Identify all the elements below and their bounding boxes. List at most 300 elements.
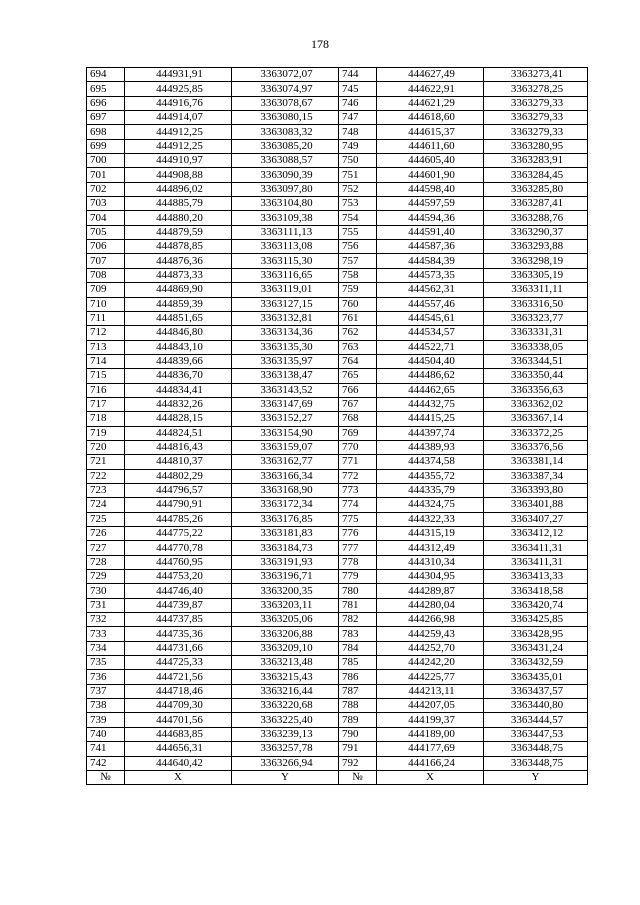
x-coordinate-right: 444597,59 — [377, 197, 484, 211]
x-coordinate-right: 444310,34 — [377, 555, 484, 569]
y-coordinate-left: 3363239,13 — [232, 727, 339, 741]
point-number-left: 735 — [87, 656, 125, 670]
y-coordinate-left: 3363135,97 — [232, 354, 339, 368]
point-number-right: 758 — [339, 268, 377, 282]
table-row — [87, 498, 588, 512]
y-coordinate-left: 3363143,52 — [232, 383, 339, 397]
point-number-left: 736 — [87, 670, 125, 684]
y-coordinate-right: 3363411,31 — [484, 541, 588, 555]
point-number-left: 737 — [87, 684, 125, 698]
x-coordinate-right: 444618,60 — [377, 111, 484, 125]
x-coordinate-left: 444896,02 — [125, 182, 232, 196]
y-coordinate-left: 3363159,07 — [232, 440, 339, 454]
table-row — [87, 211, 588, 225]
table-row — [87, 656, 588, 670]
point-number-right: 747 — [339, 111, 377, 125]
table-row — [87, 426, 588, 440]
y-coordinate-left: 3363080,15 — [232, 111, 339, 125]
y-coordinate-left: 3363203,11 — [232, 598, 339, 612]
point-number-left: 732 — [87, 613, 125, 627]
y-coordinate-left: 3363200,35 — [232, 584, 339, 598]
x-coordinate-right: 444627,49 — [377, 68, 484, 82]
table-row — [87, 713, 588, 727]
y-coordinate-left: 3363113,08 — [232, 240, 339, 254]
y-coordinate-right: 3363284,45 — [484, 168, 588, 182]
point-number-right: 789 — [339, 713, 377, 727]
point-number-right: 782 — [339, 613, 377, 627]
y-coordinate-right: 3363448,75 — [484, 742, 588, 756]
x-coordinate-left: 444836,70 — [125, 369, 232, 383]
y-coordinate-left: 3363147,69 — [232, 397, 339, 411]
x-coordinate-right: 444213,11 — [377, 684, 484, 698]
x-coordinate-left: 444878,85 — [125, 240, 232, 254]
x-coordinate-right: 444324,75 — [377, 498, 484, 512]
point-number-left: 697 — [87, 111, 125, 125]
y-coordinate-left: 3363152,27 — [232, 412, 339, 426]
x-coordinate-right: 444189,00 — [377, 727, 484, 741]
y-coordinate-right: 3363278,25 — [484, 82, 588, 96]
header-y-left: Y — [232, 770, 339, 784]
x-coordinate-left: 444859,39 — [125, 297, 232, 311]
x-coordinate-right: 444587,36 — [377, 240, 484, 254]
y-coordinate-left: 3363109,38 — [232, 211, 339, 225]
y-coordinate-left: 3363083,32 — [232, 125, 339, 139]
y-coordinate-right: 3363387,34 — [484, 469, 588, 483]
x-coordinate-right: 444252,70 — [377, 641, 484, 655]
y-coordinate-left: 3363168,90 — [232, 483, 339, 497]
point-number-left: 721 — [87, 455, 125, 469]
point-number-right: 768 — [339, 412, 377, 426]
y-coordinate-left: 3363134,36 — [232, 326, 339, 340]
x-coordinate-left: 444770,78 — [125, 541, 232, 555]
y-coordinate-left: 3363205,06 — [232, 613, 339, 627]
x-coordinate-left: 444908,88 — [125, 168, 232, 182]
point-number-right: 783 — [339, 627, 377, 641]
y-coordinate-left: 3363132,81 — [232, 311, 339, 325]
x-coordinate-left: 444816,43 — [125, 440, 232, 454]
y-coordinate-left: 3363216,44 — [232, 684, 339, 698]
point-number-left: 734 — [87, 641, 125, 655]
point-number-left: 711 — [87, 311, 125, 325]
table-row — [87, 182, 588, 196]
table-row — [87, 570, 588, 584]
y-coordinate-right: 3363407,27 — [484, 512, 588, 526]
x-coordinate-right: 444562,31 — [377, 283, 484, 297]
point-number-right: 744 — [339, 68, 377, 82]
y-coordinate-right: 3363285,80 — [484, 182, 588, 196]
point-number-right: 755 — [339, 225, 377, 239]
x-coordinate-right: 444355,72 — [377, 469, 484, 483]
x-coordinate-left: 444910,97 — [125, 154, 232, 168]
y-coordinate-right: 3363428,95 — [484, 627, 588, 641]
y-coordinate-left: 3363184,73 — [232, 541, 339, 555]
point-number-left: 724 — [87, 498, 125, 512]
table-row — [87, 168, 588, 182]
point-number-right: 761 — [339, 311, 377, 325]
y-coordinate-right: 3363288,76 — [484, 211, 588, 225]
y-coordinate-left: 3363257,78 — [232, 742, 339, 756]
x-coordinate-right: 444462,65 — [377, 383, 484, 397]
y-coordinate-right: 3363420,74 — [484, 598, 588, 612]
y-coordinate-right: 3363344,51 — [484, 354, 588, 368]
y-coordinate-left: 3363078,67 — [232, 96, 339, 110]
table-row — [87, 82, 588, 96]
y-coordinate-right: 3363435,01 — [484, 670, 588, 684]
point-number-left: 738 — [87, 699, 125, 713]
page-number: 178 — [311, 37, 329, 51]
x-coordinate-left: 444931,91 — [125, 68, 232, 82]
point-number-left: 700 — [87, 154, 125, 168]
y-coordinate-left: 3363138,47 — [232, 369, 339, 383]
table-row — [87, 584, 588, 598]
y-coordinate-left: 3363206,88 — [232, 627, 339, 641]
table-row — [87, 240, 588, 254]
y-coordinate-left: 3363115,30 — [232, 254, 339, 268]
x-coordinate-right: 444534,57 — [377, 326, 484, 340]
y-coordinate-right: 3363293,88 — [484, 240, 588, 254]
x-coordinate-right: 444289,87 — [377, 584, 484, 598]
y-coordinate-right: 3363431,24 — [484, 641, 588, 655]
y-coordinate-right: 3363367,14 — [484, 412, 588, 426]
x-coordinate-left: 444925,85 — [125, 82, 232, 96]
point-number-left: 715 — [87, 369, 125, 383]
point-number-right: 749 — [339, 139, 377, 153]
point-number-left: 699 — [87, 139, 125, 153]
table-row — [87, 154, 588, 168]
point-number-right: 750 — [339, 154, 377, 168]
x-coordinate-right: 444322,33 — [377, 512, 484, 526]
point-number-left: 712 — [87, 326, 125, 340]
y-coordinate-right: 3363425,85 — [484, 613, 588, 627]
point-number-left: 730 — [87, 584, 125, 598]
point-number-right: 771 — [339, 455, 377, 469]
y-coordinate-right: 3363279,33 — [484, 111, 588, 125]
table-row — [87, 383, 588, 397]
table-row — [87, 139, 588, 153]
x-coordinate-right: 444591,40 — [377, 225, 484, 239]
point-number-right: 786 — [339, 670, 377, 684]
point-number-left: 726 — [87, 527, 125, 541]
point-number-right: 775 — [339, 512, 377, 526]
x-coordinate-right: 444573,35 — [377, 268, 484, 282]
x-coordinate-right: 444389,93 — [377, 440, 484, 454]
point-number-right: 748 — [339, 125, 377, 139]
point-number-right: 746 — [339, 96, 377, 110]
x-coordinate-right: 444504,40 — [377, 354, 484, 368]
point-number-right: 760 — [339, 297, 377, 311]
y-coordinate-left: 3363072,07 — [232, 68, 339, 82]
x-coordinate-left: 444739,87 — [125, 598, 232, 612]
x-coordinate-left: 444912,25 — [125, 125, 232, 139]
y-coordinate-right: 3363298,19 — [484, 254, 588, 268]
point-number-left: 696 — [87, 96, 125, 110]
point-number-left: 740 — [87, 727, 125, 741]
coordinates-table — [86, 67, 588, 785]
x-coordinate-left: 444701,56 — [125, 713, 232, 727]
x-coordinate-left: 444760,95 — [125, 555, 232, 569]
point-number-left: 722 — [87, 469, 125, 483]
y-coordinate-right: 3363323,77 — [484, 311, 588, 325]
table-row — [87, 483, 588, 497]
table-row — [87, 340, 588, 354]
point-number-right: 752 — [339, 182, 377, 196]
point-number-left: 742 — [87, 756, 125, 770]
y-coordinate-left: 3363213,48 — [232, 656, 339, 670]
point-number-left: 729 — [87, 570, 125, 584]
point-number-right: 764 — [339, 354, 377, 368]
point-number-left: 705 — [87, 225, 125, 239]
point-number-left: 713 — [87, 340, 125, 354]
point-number-right: 745 — [339, 82, 377, 96]
point-number-left: 739 — [87, 713, 125, 727]
point-number-left: 714 — [87, 354, 125, 368]
y-coordinate-left: 3363116,65 — [232, 268, 339, 282]
x-coordinate-left: 444735,36 — [125, 627, 232, 641]
x-coordinate-left: 444810,37 — [125, 455, 232, 469]
y-coordinate-right: 3363432,59 — [484, 656, 588, 670]
x-coordinate-left: 444775,22 — [125, 527, 232, 541]
x-coordinate-left: 444802,29 — [125, 469, 232, 483]
point-number-right: 778 — [339, 555, 377, 569]
x-coordinate-left: 444721,56 — [125, 670, 232, 684]
point-number-left: 694 — [87, 68, 125, 82]
y-coordinate-left: 3363104,80 — [232, 197, 339, 211]
y-coordinate-right: 3363437,57 — [484, 684, 588, 698]
x-coordinate-right: 444397,74 — [377, 426, 484, 440]
x-coordinate-left: 444914,07 — [125, 111, 232, 125]
x-coordinate-right: 444304,95 — [377, 570, 484, 584]
point-number-right: 757 — [339, 254, 377, 268]
y-coordinate-left: 3363154,90 — [232, 426, 339, 440]
point-number-left: 741 — [87, 742, 125, 756]
x-coordinate-left: 444790,91 — [125, 498, 232, 512]
x-coordinate-right: 444557,46 — [377, 297, 484, 311]
x-coordinate-right: 444486,62 — [377, 369, 484, 383]
point-number-left: 698 — [87, 125, 125, 139]
x-coordinate-right: 444584,39 — [377, 254, 484, 268]
y-coordinate-left: 3363220,68 — [232, 699, 339, 713]
point-number-left: 728 — [87, 555, 125, 569]
point-number-left: 731 — [87, 598, 125, 612]
y-coordinate-right: 3363350,44 — [484, 369, 588, 383]
point-number-right: 788 — [339, 699, 377, 713]
x-coordinate-left: 444709,30 — [125, 699, 232, 713]
y-coordinate-right: 3363331,31 — [484, 326, 588, 340]
x-coordinate-left: 444753,20 — [125, 570, 232, 584]
x-coordinate-right: 444522,71 — [377, 340, 484, 354]
x-coordinate-right: 444611,60 — [377, 139, 484, 153]
point-number-right: 787 — [339, 684, 377, 698]
point-number-right: 776 — [339, 527, 377, 541]
point-number-left: 723 — [87, 483, 125, 497]
table-row — [87, 254, 588, 268]
point-number-right: 772 — [339, 469, 377, 483]
header-x-right: X — [377, 770, 484, 784]
x-coordinate-right: 444266,98 — [377, 613, 484, 627]
header-x-left: X — [125, 770, 232, 784]
x-coordinate-right: 444432,75 — [377, 397, 484, 411]
x-coordinate-right: 444207,05 — [377, 699, 484, 713]
x-coordinate-left: 444834,41 — [125, 383, 232, 397]
point-number-left: 706 — [87, 240, 125, 254]
y-coordinate-right: 3363311,11 — [484, 283, 588, 297]
y-coordinate-left: 3363215,43 — [232, 670, 339, 684]
point-number-right: 759 — [339, 283, 377, 297]
table-header-row — [87, 770, 588, 784]
y-coordinate-right: 3363448,75 — [484, 756, 588, 770]
table-row — [87, 268, 588, 282]
x-coordinate-right: 444166,24 — [377, 756, 484, 770]
table-row — [87, 455, 588, 469]
point-number-left: 695 — [87, 82, 125, 96]
x-coordinate-left: 444832,26 — [125, 397, 232, 411]
table-row — [87, 283, 588, 297]
point-number-right: 774 — [339, 498, 377, 512]
x-coordinate-left: 444725,33 — [125, 656, 232, 670]
x-coordinate-right: 444594,36 — [377, 211, 484, 225]
y-coordinate-left: 3363172,34 — [232, 498, 339, 512]
point-number-right: 763 — [339, 340, 377, 354]
point-number-right: 754 — [339, 211, 377, 225]
y-coordinate-left: 3363196,71 — [232, 570, 339, 584]
y-coordinate-left: 3363266,94 — [232, 756, 339, 770]
y-coordinate-right: 3363393,80 — [484, 483, 588, 497]
x-coordinate-left: 444912,25 — [125, 139, 232, 153]
point-number-left: 725 — [87, 512, 125, 526]
y-coordinate-left: 3363162,77 — [232, 455, 339, 469]
x-coordinate-left: 444846,80 — [125, 326, 232, 340]
point-number-right: 751 — [339, 168, 377, 182]
x-coordinate-left: 444656,31 — [125, 742, 232, 756]
y-coordinate-left: 3363111,13 — [232, 225, 339, 239]
table-row — [87, 756, 588, 770]
y-coordinate-left: 3363176,85 — [232, 512, 339, 526]
point-number-left: 718 — [87, 412, 125, 426]
table-row — [87, 68, 588, 82]
y-coordinate-left: 3363135,30 — [232, 340, 339, 354]
x-coordinate-right: 444315,19 — [377, 527, 484, 541]
point-number-left: 708 — [87, 268, 125, 282]
y-coordinate-right: 3363440,80 — [484, 699, 588, 713]
table-row — [87, 96, 588, 110]
table-row — [87, 311, 588, 325]
header-number-right: № — [339, 770, 377, 784]
point-number-right: 785 — [339, 656, 377, 670]
point-number-left: 733 — [87, 627, 125, 641]
point-number-left: 703 — [87, 197, 125, 211]
header-number-left: № — [87, 770, 125, 784]
y-coordinate-right: 3363273,41 — [484, 68, 588, 82]
table-row — [87, 412, 588, 426]
point-number-right: 773 — [339, 483, 377, 497]
table-row — [87, 197, 588, 211]
point-number-right: 767 — [339, 397, 377, 411]
x-coordinate-left: 444916,76 — [125, 96, 232, 110]
y-coordinate-right: 3363372,25 — [484, 426, 588, 440]
y-coordinate-right: 3363279,33 — [484, 125, 588, 139]
point-number-right: 779 — [339, 570, 377, 584]
x-coordinate-right: 444335,79 — [377, 483, 484, 497]
x-coordinate-right: 444622,91 — [377, 82, 484, 96]
y-coordinate-left: 3363127,15 — [232, 297, 339, 311]
table-row — [87, 469, 588, 483]
x-coordinate-right: 444621,29 — [377, 96, 484, 110]
y-coordinate-right: 3363376,56 — [484, 440, 588, 454]
table-row — [87, 627, 588, 641]
point-number-left: 707 — [87, 254, 125, 268]
x-coordinate-right: 444242,20 — [377, 656, 484, 670]
y-coordinate-right: 3363362,02 — [484, 397, 588, 411]
table-row — [87, 670, 588, 684]
y-coordinate-right: 3363287,41 — [484, 197, 588, 211]
x-coordinate-right: 444225,77 — [377, 670, 484, 684]
point-number-right: 792 — [339, 756, 377, 770]
table-row — [87, 225, 588, 239]
table-row — [87, 125, 588, 139]
y-coordinate-right: 3363279,33 — [484, 96, 588, 110]
y-coordinate-right: 3363316,50 — [484, 297, 588, 311]
table-row — [87, 641, 588, 655]
point-number-right: 769 — [339, 426, 377, 440]
y-coordinate-right: 3363283,91 — [484, 154, 588, 168]
y-coordinate-left: 3363074,97 — [232, 82, 339, 96]
x-coordinate-left: 444828,15 — [125, 412, 232, 426]
table-row — [87, 684, 588, 698]
y-coordinate-left: 3363097,80 — [232, 182, 339, 196]
y-coordinate-right: 3363338,05 — [484, 340, 588, 354]
table-body — [87, 68, 588, 771]
y-coordinate-right: 3363280,95 — [484, 139, 588, 153]
point-number-left: 720 — [87, 440, 125, 454]
x-coordinate-right: 444545,61 — [377, 311, 484, 325]
table-row — [87, 699, 588, 713]
x-coordinate-left: 444880,20 — [125, 211, 232, 225]
x-coordinate-right: 444199,37 — [377, 713, 484, 727]
y-coordinate-right: 3363381,14 — [484, 455, 588, 469]
table-row — [87, 541, 588, 555]
x-coordinate-right: 444259,43 — [377, 627, 484, 641]
y-coordinate-left: 3363119,01 — [232, 283, 339, 297]
point-number-left: 716 — [87, 383, 125, 397]
table-row — [87, 527, 588, 541]
y-coordinate-right: 3363401,88 — [484, 498, 588, 512]
table-row — [87, 326, 588, 340]
x-coordinate-left: 444824,51 — [125, 426, 232, 440]
y-coordinate-right: 3363444,57 — [484, 713, 588, 727]
y-coordinate-left: 3363181,83 — [232, 527, 339, 541]
y-coordinate-left: 3363090,39 — [232, 168, 339, 182]
point-number-right: 765 — [339, 369, 377, 383]
x-coordinate-left: 444731,66 — [125, 641, 232, 655]
x-coordinate-left: 444737,85 — [125, 613, 232, 627]
x-coordinate-left: 444785,26 — [125, 512, 232, 526]
header-y-right: Y — [484, 770, 588, 784]
table-row — [87, 598, 588, 612]
x-coordinate-right: 444312,49 — [377, 541, 484, 555]
x-coordinate-right: 444601,90 — [377, 168, 484, 182]
point-number-left: 710 — [87, 297, 125, 311]
x-coordinate-right: 444374,58 — [377, 455, 484, 469]
x-coordinate-right: 444615,37 — [377, 125, 484, 139]
x-coordinate-left: 444746,40 — [125, 584, 232, 598]
table-row — [87, 727, 588, 741]
y-coordinate-right: 3363412,12 — [484, 527, 588, 541]
x-coordinate-left: 444843,10 — [125, 340, 232, 354]
y-coordinate-left: 3363225,40 — [232, 713, 339, 727]
table-row — [87, 297, 588, 311]
point-number-left: 717 — [87, 397, 125, 411]
y-coordinate-right: 3363290,37 — [484, 225, 588, 239]
